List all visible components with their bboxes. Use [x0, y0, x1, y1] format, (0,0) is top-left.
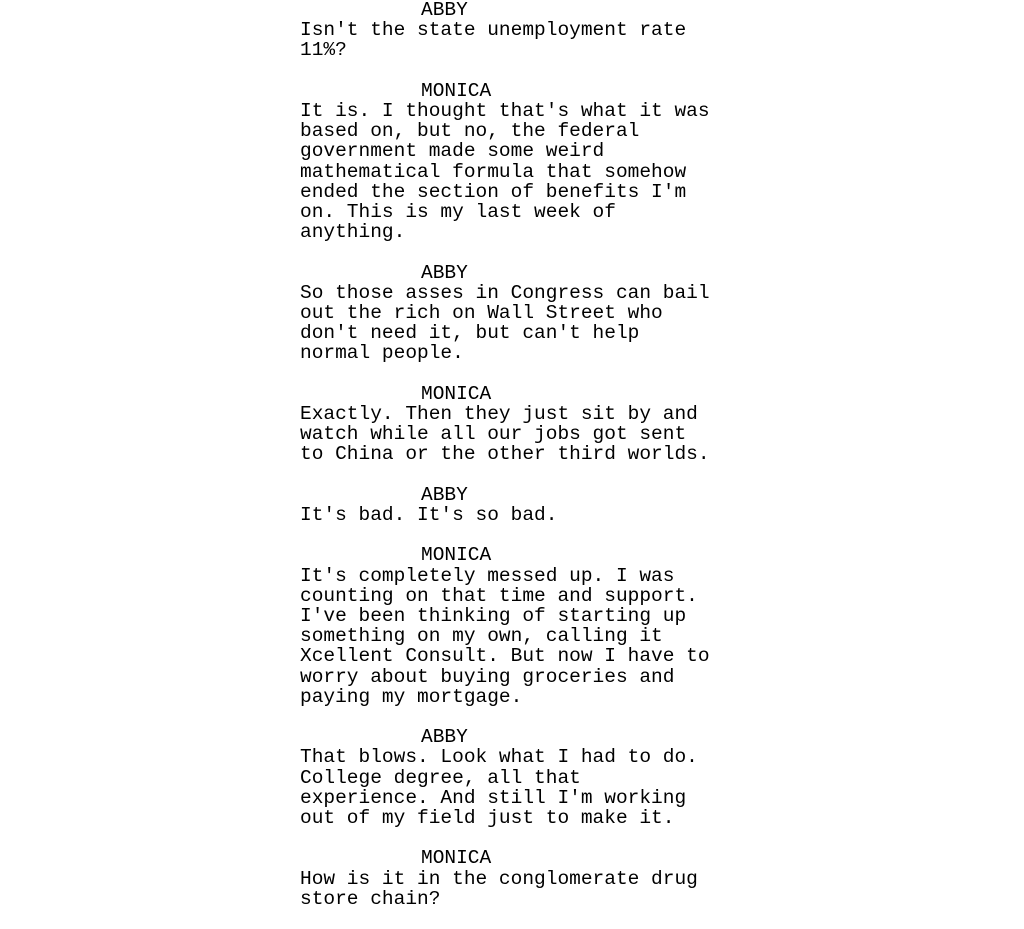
dialogue-line: How is it in the conglomerate drug: [300, 867, 698, 890]
character-name: MONICA: [421, 544, 492, 567]
character-name: ABBY: [421, 483, 468, 506]
dialogue-line: Xcellent Consult. But now I have to: [300, 645, 710, 668]
dialogue-line: That blows. Look what I had to do.: [300, 746, 698, 769]
dialogue-line: 11%?: [300, 39, 347, 62]
dialogue-block: [300, 263, 1000, 364]
dialogue-line: on. This is my last week of: [300, 201, 616, 224]
dialogue-line: So those asses in Congress can bail: [300, 281, 710, 304]
dialogue-block: [300, 81, 1000, 243]
dialogue-line: mathematical formula that somehow: [300, 160, 687, 183]
dialogue-line: counting on that time and support.: [300, 584, 698, 607]
dialogue-line: to China or the other third worlds.: [300, 443, 710, 466]
screenplay-page: [300, 0, 1000, 929]
character-name: ABBY: [421, 726, 468, 749]
dialogue-line: anything.: [300, 221, 406, 244]
dialogue-line: don't need it, but can't help: [300, 322, 640, 345]
character-name: ABBY: [421, 0, 468, 21]
dialogue-line: store chain?: [300, 887, 441, 910]
character-name: MONICA: [421, 847, 492, 870]
dialogue-block: [300, 0, 1000, 61]
character-name: MONICA: [421, 79, 492, 102]
dialogue-line: government made some weird: [300, 140, 605, 163]
dialogue-line: normal people.: [300, 342, 464, 365]
dialogue-line: It's bad. It's so bad.: [300, 504, 558, 527]
dialogue-line: It's completely messed up. I was: [300, 564, 675, 587]
dialogue-line: based on, but no, the federal: [300, 120, 640, 143]
dialogue-line: out the rich on Wall Street who: [300, 302, 663, 325]
dialogue-line: something on my own, calling it: [300, 625, 663, 648]
dialogue-line: I've been thinking of starting up: [300, 605, 687, 628]
dialogue-line: out of my field just to make it.: [300, 807, 675, 830]
character-name: MONICA: [421, 382, 492, 405]
dialogue-block: [300, 485, 1000, 525]
dialogue-line: Exactly. Then they just sit by and: [300, 403, 698, 426]
dialogue-block: [300, 848, 1000, 909]
dialogue-block: [300, 545, 1000, 707]
dialogue-line: It is. I thought that's what it was: [300, 100, 710, 122]
dialogue-line: ended the section of benefits I'm: [300, 180, 687, 203]
dialogue-line: paying my mortgage.: [300, 685, 523, 708]
dialogue-line: Isn't the state unemployment rate: [300, 19, 687, 42]
dialogue-line: worry about buying groceries and: [300, 665, 675, 688]
dialogue-line: College degree, all that: [300, 766, 581, 789]
dialogue-block: [300, 384, 1000, 465]
dialogue-line: watch while all our jobs got sent: [300, 423, 687, 446]
character-name: ABBY: [421, 261, 468, 284]
dialogue-line: experience. And still I'm working: [300, 786, 687, 809]
dialogue-block: [300, 727, 1000, 828]
